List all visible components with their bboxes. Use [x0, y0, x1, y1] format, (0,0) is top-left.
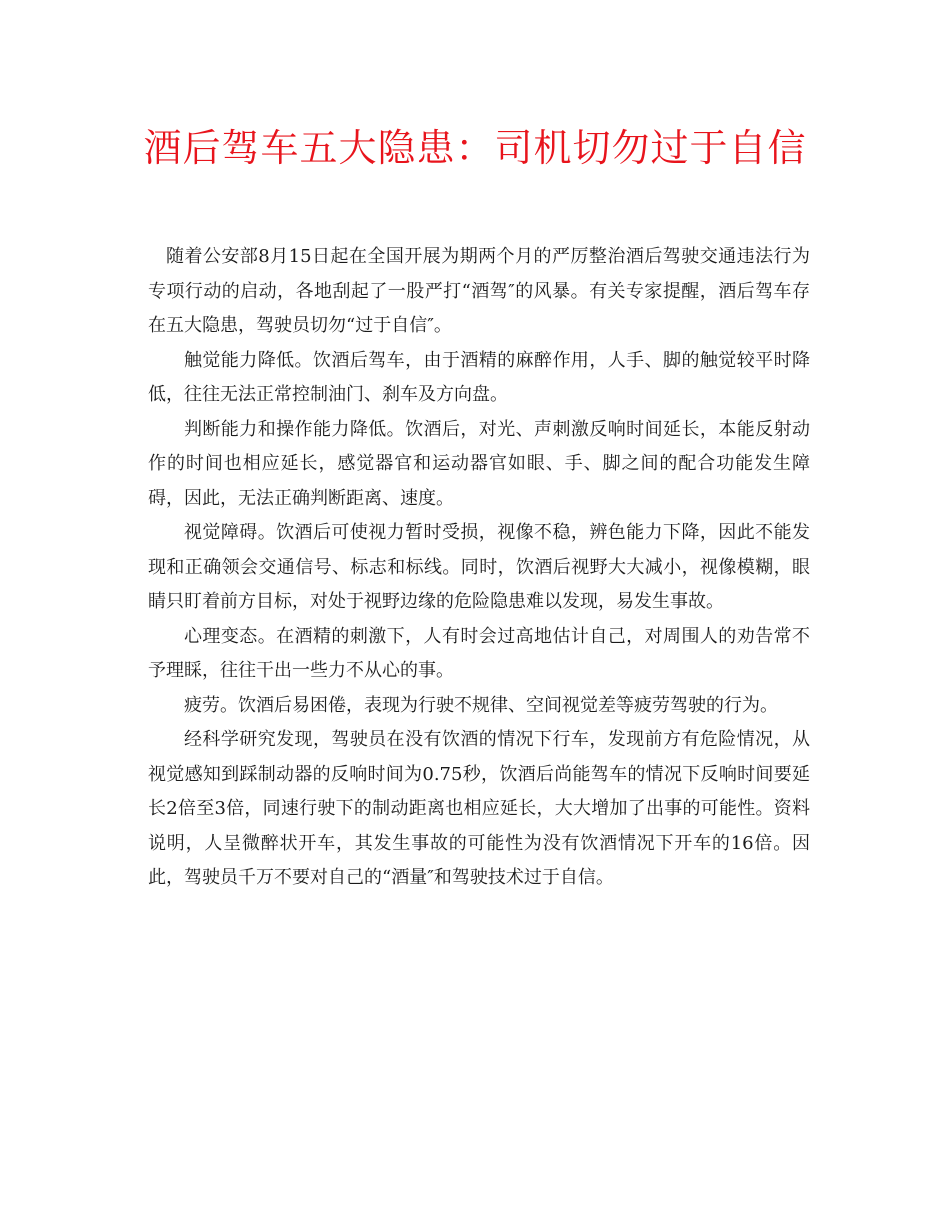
paragraph-intro: 随着公安部8月15日起在全国开展为期两个月的严厉整治酒后驾驶交通违法行为专项行动的启动，各地刮起了一股严打“酒驾″的风暴。有关专家提醒，酒后驾车存在五大隐患，驾驶员切勿“过于自信″。 [148, 246, 810, 336]
paragraph-research: 经科学研究发现，驾驶员在没有饮酒的情况下行车，发现前方有危险情况，从视觉感知到踩制动器的反响时间为0.75秒，饮酒后尚能驾车的情况下反响时间要延长2倍至3倍，同速行驶下的制动距离也相应延长，大大增加了出事的可能性。资料说明，人呈微醉状开车，其发生事故的可能性为没有饮酒情况下开车的16倍。因此，驾驶员千万不要对自己的“酒量″和驾驶技术过于自信。 [148, 729, 810, 888]
paragraph-fatigue: 疲劳。饮酒后易困倦，表现为行驶不规律、空间视觉差等疲劳驾驶的行为。 [184, 694, 778, 716]
document-body [148, 240, 810, 896]
paragraph-vision: 视觉障碍。饮酒后可使视力暂时受损，视像不稳，辨色能力下降，因此不能发现和正确领会交通信号、标志和标线。同时，饮酒后视野大大减小，视像模糊，眼睛只盯着前方目标，对处于视野边缘的危险隐患难以发现，易发生事故。 [148, 522, 810, 612]
paragraph-touch: 触觉能力降低。饮酒后驾车，由于酒精的麻醉作用，人手、脚的触觉较平时降低，往往无法正常控制油门、刹车及方向盘。 [148, 349, 810, 405]
paragraph-psychology: 心理变态。在酒精的刺激下，人有时会过高地估计自己，对周围人的劝告常不予理睬，往往干出一些力不从心的事。 [148, 625, 810, 681]
paragraph-judgment: 判断能力和操作能力降低。饮酒后，对光、声刺激反响时间延长，本能反射动作的时间也相应延长，感觉器官和运动器官如眼、手、脚之间的配合功能发生障碍，因此，无法正确判断距离、速度。 [148, 418, 810, 509]
document-title: 酒后驾车五大隐患：司机切勿过于自信 [143, 126, 807, 170]
